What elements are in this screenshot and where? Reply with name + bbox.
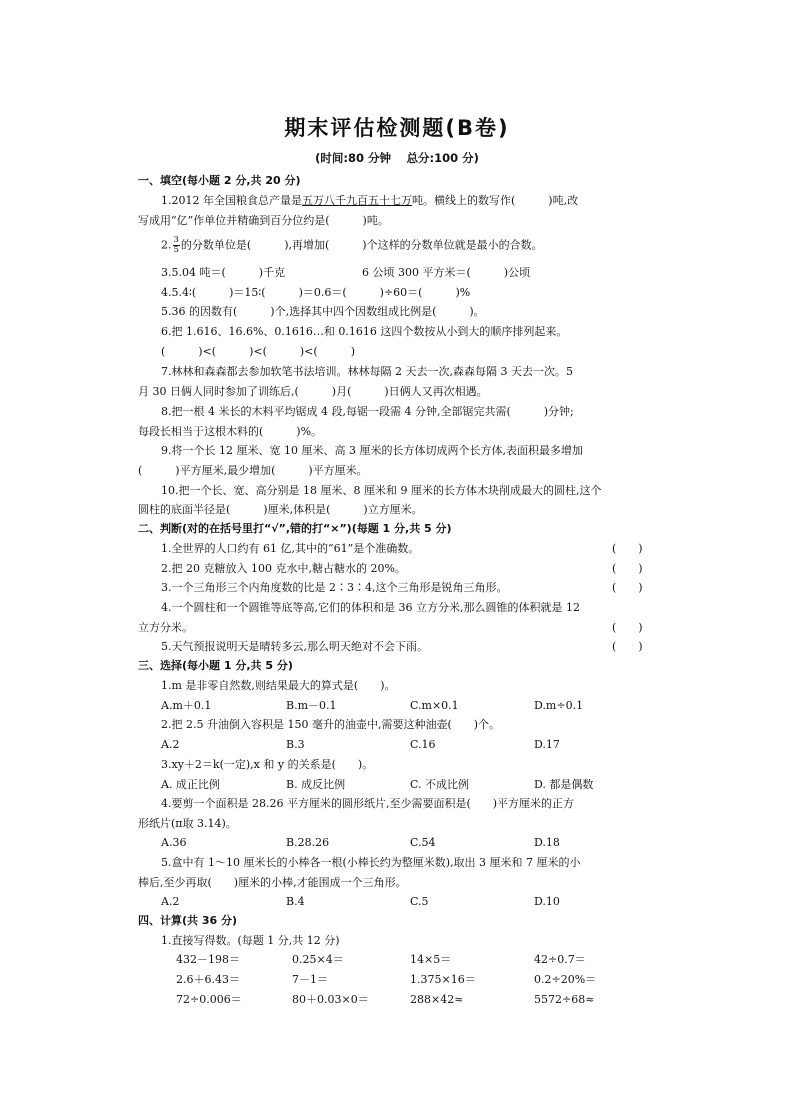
choice-q4-option-c: C.54 [410, 836, 436, 849]
calc-q1: 1.直接写得数。(每题 1 分,共 12 分) [161, 934, 340, 947]
fill-q8-line1: 8.把一根 4 米长的木料平均锯成 4 段,每锯一段需 4 分钟,全部锯完共需( )分钟; [161, 405, 574, 418]
section-choice-header: 三、选择(每小题 1 分,共 5 分) [138, 659, 293, 672]
judge-q3-answer-paren: ( ) [612, 581, 643, 594]
fraction [173, 236, 180, 255]
calc-item: 432－198＝ [176, 953, 240, 966]
fill-q9-line1: 9.将一个长 12 厘米、宽 10 厘米、高 3 厘米的长方体切成两个长方体,表面积最多增加 [161, 444, 583, 457]
section-true-false-header: 二、判断(对的在括号里打“√”,错的打“×”)(每题 1 分,共 5 分) [138, 522, 452, 535]
judge-q1-answer-paren: ( ) [612, 542, 643, 555]
judge-q2-answer-paren: ( ) [612, 562, 643, 575]
choice-q2-option-d: D.17 [534, 738, 560, 751]
fill-q9-line2: ( )平方厘米,最少增加( )平方厘米。 [138, 464, 368, 477]
choice-q2-option-c: C.16 [410, 738, 436, 751]
choice-q4-line1: 4.要剪一个面积是 28.26 平方厘米的圆形纸片,至少需要面积是( )平方厘米的正方 [161, 797, 575, 810]
exam-time-and-score: (时间:80 分钟 总分:100 分) [315, 151, 479, 165]
section-calculation-header: 四、计算(共 36 分) [138, 914, 238, 927]
fill-q5: 5.36 的因数有( )个,选择其中四个因数组成比例是( )。 [161, 305, 485, 318]
fill-q1-suffix: 吨。横线上的数写作( )吨,改 [412, 194, 579, 207]
fraction-numerator: 3 [173, 235, 179, 245]
fill-q1-line2: 写成用“亿”作单位并精确到百分位约是( )吨。 [138, 214, 389, 227]
judge-q5: 5.天气预报说明天是晴转多云,那么明天绝对不会下雨。 [161, 640, 428, 653]
judge-q3: 3.一个三角形三个内角度数的比是 2∶3∶4,这个三角形是锐角三角形。 [161, 581, 508, 594]
judge-q4-line2: 立方分米。 [138, 621, 193, 634]
calc-item: 1.375×16＝ [410, 973, 476, 986]
choice-q4-option-a: A.36 [161, 836, 187, 849]
calc-item: 14×5＝ [410, 953, 452, 966]
fill-q1-prefix: 1.2012 年全国粮食总产量是 [161, 194, 302, 207]
choice-q4-option-d: D.18 [534, 836, 560, 849]
choice-q2-option-a: A.2 [161, 738, 180, 751]
fill-q2-prefix: 2. [161, 238, 172, 252]
choice-q2-option-b: B.3 [286, 738, 305, 751]
fill-q3b: 6 公顷 300 平方米＝( )公顷 [362, 266, 531, 279]
calc-item: 72÷0.006＝ [176, 993, 242, 1006]
choice-q5-option-c: C.5 [410, 895, 429, 908]
page-title: 期末评估检测题(B卷) [284, 116, 510, 140]
fill-q4: 4.5.4∶( )＝15∶( )＝0.6＝( )÷60＝( )% [161, 286, 471, 299]
section-fill-blank-header: 一、填空(每小题 2 分,共 20 分) [138, 174, 301, 187]
choice-q1: 1.m 是非零自然数,则结果最大的算式是( )。 [161, 679, 396, 692]
choice-q3: 3.xy＋2＝k(一定),x 和 y 的关系是( )。 [161, 758, 374, 771]
fill-q7-line1: 7.林林和森森都去参加软笔书法培训。林林每隔 2 天去一次,森森每隔 3 天去一次。5 [161, 365, 573, 378]
calc-item: 5572÷68≈ [534, 993, 595, 1006]
choice-q1-option-d: D.m÷0.1 [534, 699, 584, 712]
fraction-denominator: 5 [173, 245, 179, 255]
calc-item: 288×42≈ [410, 993, 464, 1006]
choice-q4-line2: 形纸片(π取 3.14)。 [138, 817, 237, 830]
choice-q1-option-a: A.m＋0.1 [161, 699, 212, 712]
choice-q5-line1: 5.盒中有 1～10 厘米长的小棒各一根(小棒长约为整厘米数),取出 3 厘米和 7 厘米的小 [161, 856, 581, 869]
judge-q5-answer-paren: ( ) [612, 640, 643, 653]
choice-q5-option-d: D.10 [534, 895, 560, 908]
judge-q4-answer-paren: ( ) [612, 621, 643, 634]
calc-item: 42÷0.7＝ [534, 953, 586, 966]
choice-q1-option-c: C.m×0.1 [410, 699, 459, 712]
calc-item: 2.6＋6.43＝ [176, 973, 240, 986]
judge-q1: 1.全世界的人口约有 61 亿,其中的“61”是个准确数。 [161, 542, 420, 555]
choice-q3-option-d: D. 都是偶数 [534, 778, 594, 791]
calc-item: 7－1＝ [292, 973, 328, 986]
fill-q6-line2: ( )<( )<( )<( ) [161, 345, 355, 358]
choice-q3-option-c: C. 不成比例 [410, 778, 470, 791]
choice-q2: 2.把 2.5 升油倒入容积是 150 毫升的油壶中,需要这种油壶( )个。 [161, 718, 501, 731]
choice-q5-line2: 棒后,至少再取( )厘米的小棒,才能围成一个三角形。 [138, 876, 407, 889]
choice-q3-option-b: B. 成反比例 [286, 778, 346, 791]
fill-q1-underlined: 五万八千九百五十七万 [302, 194, 412, 207]
choice-q5-option-b: B.4 [286, 895, 305, 908]
fill-q7-line2: 月 30 日俩人同时参加了训练后,( )月( )日俩人又再次相遇。 [138, 385, 488, 398]
fill-q2-suffix: 的分数单位是( ),再增加( )个这样的分数单位就是最小的合数。 [180, 238, 543, 252]
judge-q2: 2.把 20 克糖放入 100 克水中,糖占糖水的 20%。 [161, 562, 406, 575]
fill-q6-line1: 6.把 1.616、16.6%、0.1616…和 0.1616 这四个数按从小到大的顺序排列起来。 [161, 325, 568, 338]
fill-q10-line1: 10.把一个长、宽、高分别是 18 厘米、8 厘米和 9 厘米的长方体木块削成最大的圆柱,这个 [161, 484, 602, 497]
fill-q1-line1 [161, 194, 578, 208]
fill-q2 [161, 236, 543, 255]
calc-item: 0.2÷20%＝ [534, 973, 597, 986]
choice-q4-option-b: B.28.26 [286, 836, 330, 849]
judge-q4-line1: 4.一个圆柱和一个圆锥等底等高,它们的体积和是 36 立方分米,那么圆锥的体积就是 12 [161, 601, 580, 614]
fill-q3a: 3.5.04 吨＝( )千克 [161, 266, 286, 279]
calc-item: 80＋0.03×0＝ [292, 993, 369, 1006]
fill-q10-line2: 圆柱的底面半径是( )厘米,体积是( )立方厘米。 [138, 503, 423, 516]
choice-q1-option-b: B.m－0.1 [286, 699, 337, 712]
choice-q5-option-a: A.2 [161, 895, 180, 908]
calc-item: 0.25×4＝ [292, 953, 344, 966]
fill-q8-line2: 每段长相当于这根木料的( )%。 [138, 425, 323, 438]
choice-q3-option-a: A. 成正比例 [161, 778, 220, 791]
